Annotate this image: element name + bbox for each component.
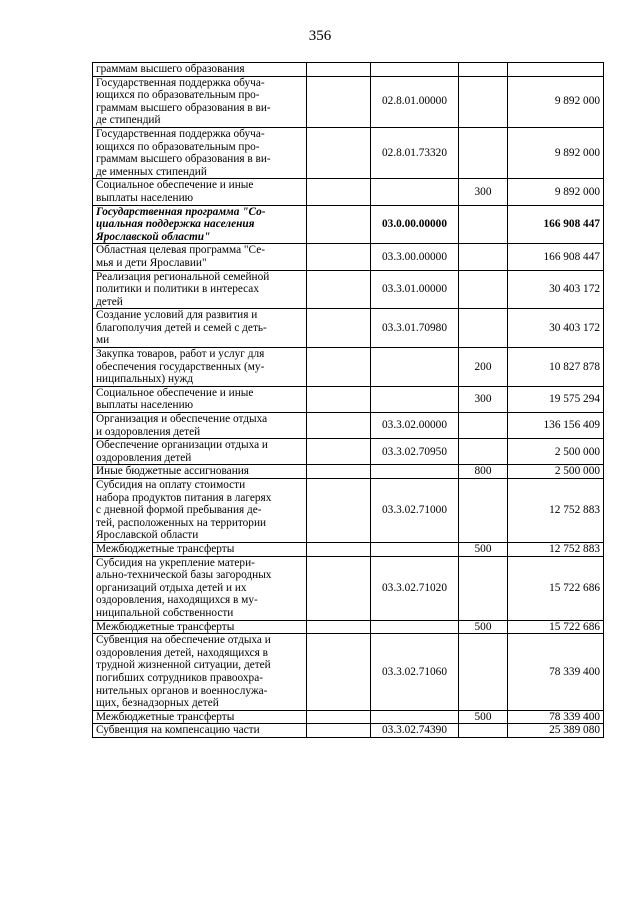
row-code: 02.8.01.00000 [371, 76, 459, 127]
row-amount: 2 500 000 [508, 439, 604, 465]
row-expense-type [459, 479, 508, 543]
table-row [93, 270, 604, 309]
row-expense-type [459, 556, 508, 620]
row-code: 03.3.02.70950 [371, 439, 459, 465]
row-expense-type [459, 127, 508, 178]
row-name-line: щих, безнадзорных детей [96, 697, 219, 710]
row-blank-cell [307, 710, 371, 724]
row-name [93, 724, 307, 738]
row-name-line: граммам высшего образования в ви- [96, 153, 271, 166]
row-name [93, 413, 307, 439]
row-code [371, 710, 459, 724]
row-name [93, 620, 307, 634]
row-name [93, 465, 307, 479]
row-name-line: набора продуктов питания в лагерях [96, 491, 272, 504]
row-blank-cell [307, 634, 371, 711]
row-name-line: организаций отдыха детей и их [96, 581, 247, 594]
row-name-line: Создание условий для развития и [96, 309, 258, 322]
row-name [93, 270, 307, 309]
row-name [93, 179, 307, 205]
row-code: 03.3.02.71020 [371, 556, 459, 620]
row-expense-type: 500 [459, 542, 508, 556]
row-name [93, 479, 307, 543]
row-name-line: ющихся по образовательным про- [96, 89, 260, 102]
row-name-line: Государственная поддержка обуча- [96, 76, 265, 89]
row-name [93, 205, 307, 244]
row-blank-cell [307, 76, 371, 127]
row-name [93, 634, 307, 711]
row-amount: 9 892 000 [508, 76, 604, 127]
row-amount: 19 575 294 [508, 386, 604, 412]
table-row [93, 710, 604, 724]
row-amount: 166 908 447 [508, 205, 604, 244]
row-name-line: политики и политики в интересах [96, 283, 259, 296]
row-expense-type: 200 [459, 348, 508, 387]
page-number: 356 [308, 28, 332, 44]
row-name-line: Обеспечение организации отдыха и [96, 439, 268, 452]
row-name-line: граммам высшего образования [96, 63, 245, 75]
row-name-line: выплаты населению [96, 399, 194, 412]
row-name [93, 542, 307, 556]
row-name-line: выплаты населению [96, 191, 194, 204]
table-row [93, 244, 604, 270]
row-name-line: Государственная программа "Со- [96, 205, 266, 218]
row-name-line: Субсидия на оплату стоимости [96, 479, 246, 491]
row-expense-type [459, 724, 508, 738]
row-name-line: Ярославской области [96, 529, 199, 542]
table-row [93, 465, 604, 479]
row-name-line: циальная поддержка населения [96, 218, 255, 231]
row-expense-type [459, 270, 508, 309]
row-name-line: обеспечения государственных (му- [96, 360, 265, 373]
row-code: 03.3.02.71000 [371, 479, 459, 543]
row-name-line: Социальное обеспечение и иные [96, 179, 254, 192]
row-name [93, 439, 307, 465]
row-blank-cell [307, 465, 371, 479]
row-amount: 12 752 883 [508, 479, 604, 543]
row-blank-cell [307, 348, 371, 387]
table-row [93, 542, 604, 556]
row-code: 03.3.00.00000 [371, 244, 459, 270]
table-row [93, 479, 604, 543]
table-row [93, 127, 604, 178]
row-name-line: Субвенция на обеспечение отдыха и [96, 634, 271, 647]
row-amount: 30 403 172 [508, 309, 604, 348]
table-row [93, 620, 604, 634]
row-name-line: благополучия детей и семей с деть- [96, 321, 267, 334]
row-name-line: Государственная поддержка обуча- [96, 127, 265, 140]
row-name-line: ющихся по образовательным про- [96, 140, 260, 153]
table-row [93, 205, 604, 244]
row-code [371, 386, 459, 412]
row-name [93, 348, 307, 387]
row-blank-cell [307, 270, 371, 309]
row-blank-cell [307, 556, 371, 620]
row-name-line: де стипендий [96, 114, 161, 127]
row-expense-type [459, 76, 508, 127]
row-amount [508, 63, 604, 77]
row-code [371, 179, 459, 205]
row-amount: 15 722 686 [508, 620, 604, 634]
row-name [93, 710, 307, 724]
row-blank-cell [307, 479, 371, 543]
row-name-line: Закупка товаров, работ и услуг для [96, 348, 265, 361]
row-expense-type [459, 205, 508, 244]
row-name-line: граммам высшего образования в ви- [96, 101, 271, 114]
row-expense-type: 500 [459, 620, 508, 634]
table-row [93, 386, 604, 412]
row-code: 03.3.01.70980 [371, 309, 459, 348]
row-code [371, 620, 459, 634]
row-blank-cell [307, 244, 371, 270]
row-name-line: Субвенция на компенсацию части [96, 724, 260, 737]
row-code: 03.0.00.00000 [371, 205, 459, 244]
table-row [93, 348, 604, 387]
row-name-line: трудной жизненной ситуации, детей [96, 659, 271, 672]
row-expense-type [459, 309, 508, 348]
row-expense-type [459, 634, 508, 711]
row-amount: 10 827 878 [508, 348, 604, 387]
row-blank-cell [307, 724, 371, 738]
row-name-line: ниципальных) нужд [96, 373, 194, 386]
row-amount: 78 339 400 [508, 710, 604, 724]
row-name-line: де именных стипендий [96, 165, 207, 178]
row-name [93, 556, 307, 620]
row-blank-cell [307, 127, 371, 178]
row-name-line: детей [96, 295, 123, 308]
row-blank-cell [307, 542, 371, 556]
row-code: 03.3.02.74390 [371, 724, 459, 738]
row-name [93, 76, 307, 127]
table-row [93, 724, 604, 738]
row-code [371, 465, 459, 479]
row-blank-cell [307, 386, 371, 412]
row-name-line: погибших сотрудников правоохра- [96, 671, 263, 684]
row-blank-cell [307, 620, 371, 634]
row-amount: 166 908 447 [508, 244, 604, 270]
row-name-line: Организация и обеспечение отдыха [96, 413, 268, 426]
table-row [93, 63, 604, 77]
row-name [93, 386, 307, 412]
row-name-line: ми [96, 334, 110, 347]
row-blank-cell [307, 179, 371, 205]
budget-table [92, 62, 604, 738]
row-name-line: оздоровления детей [96, 451, 192, 464]
row-name-line: нительных органов и военнослужа- [96, 684, 268, 697]
row-blank-cell [307, 413, 371, 439]
row-name-line: Субсидия на укрепление матери- [96, 556, 255, 569]
row-code: 03.3.02.00000 [371, 413, 459, 439]
table-row [93, 179, 604, 205]
row-code [371, 348, 459, 387]
row-name-line: Социальное обеспечение и иные [96, 386, 254, 399]
row-expense-type [459, 413, 508, 439]
row-name-line: мья и дети Ярославии" [96, 256, 207, 269]
row-amount: 2 500 000 [508, 465, 604, 479]
row-name-line: с дневной формой пребывания де- [96, 504, 262, 517]
row-name-line: Ярославской области" [96, 230, 211, 243]
row-amount: 78 339 400 [508, 634, 604, 711]
table-row [93, 439, 604, 465]
row-blank-cell [307, 309, 371, 348]
row-amount: 12 752 883 [508, 542, 604, 556]
budget-table-body [93, 63, 604, 738]
row-expense-type [459, 63, 508, 77]
row-code [371, 542, 459, 556]
row-code: 02.8.01.73320 [371, 127, 459, 178]
row-name [93, 127, 307, 178]
row-blank-cell [307, 439, 371, 465]
row-amount: 136 156 409 [508, 413, 604, 439]
row-amount: 25 389 080 [508, 724, 604, 738]
row-expense-type [459, 439, 508, 465]
row-name-line: Иные бюджетные ассигнования [96, 465, 249, 478]
row-expense-type: 300 [459, 386, 508, 412]
row-name-line: оздоровления детей, находящихся в [96, 646, 268, 659]
row-name [93, 63, 307, 77]
table-row [93, 556, 604, 620]
table-row [93, 309, 604, 348]
table-row [93, 413, 604, 439]
row-name-line: оздоровления, находящихся в му- [96, 594, 258, 607]
row-name-line: Межбюджетные трансферты [96, 620, 235, 633]
row-expense-type: 500 [459, 710, 508, 724]
row-code [371, 63, 459, 77]
row-blank-cell [307, 63, 371, 77]
row-name-line: Межбюджетные трансферты [96, 710, 235, 723]
row-expense-type: 300 [459, 179, 508, 205]
row-blank-cell [307, 205, 371, 244]
row-name [93, 244, 307, 270]
row-amount: 15 722 686 [508, 556, 604, 620]
row-amount: 9 892 000 [508, 179, 604, 205]
row-name-line: Реализация региональной семейной [96, 270, 270, 283]
row-expense-type [459, 244, 508, 270]
row-code: 03.3.02.71060 [371, 634, 459, 711]
row-name-line: ально-технической базы загородных [96, 569, 272, 582]
row-name [93, 309, 307, 348]
row-name-line: тей, расположенных на территории [96, 516, 267, 529]
row-name-line: Межбюджетные трансферты [96, 542, 235, 555]
table-row [93, 634, 604, 711]
table-row [93, 76, 604, 127]
row-name-line: и оздоровления детей [96, 425, 201, 438]
row-name-line: ниципальной собственности [96, 606, 234, 619]
row-code: 03.3.01.00000 [371, 270, 459, 309]
row-name-line: Областная целевая программа "Се- [96, 244, 265, 257]
row-expense-type: 800 [459, 465, 508, 479]
row-amount: 30 403 172 [508, 270, 604, 309]
row-amount: 9 892 000 [508, 127, 604, 178]
